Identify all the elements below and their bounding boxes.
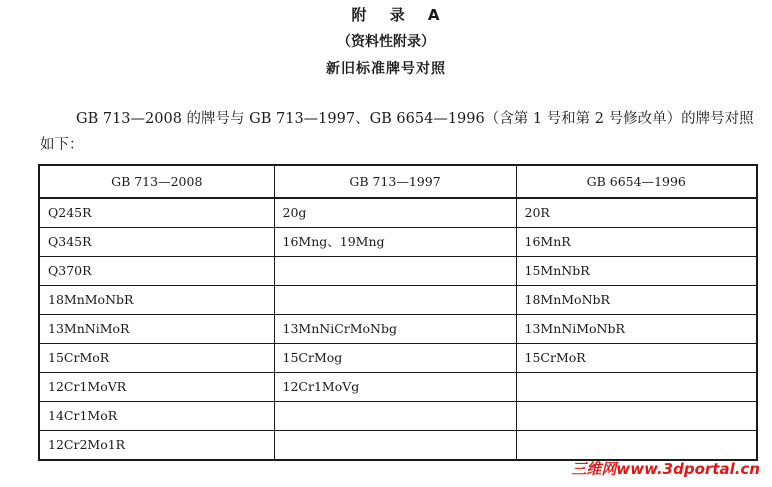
table-cell: 15CrMoR [516, 344, 757, 373]
table-cell: Q345R [39, 228, 274, 257]
table-cell: 16MnR [516, 228, 757, 257]
table-row [39, 257, 757, 286]
intro-paragraph-continuation: 如下： [40, 137, 84, 153]
appendix-caption: 新旧标准牌号对照 [326, 61, 446, 77]
table-cell [516, 431, 757, 461]
table-cell: 16Mng、19Mng [274, 228, 516, 257]
table-cell [516, 402, 757, 431]
table-cell: 20g [274, 198, 516, 228]
table-cell [274, 402, 516, 431]
column-header: GB 713—1997 [274, 165, 516, 198]
site-watermark: 三维网www.3dportal.cn [571, 460, 760, 478]
table-cell: 12Cr1MoVg [274, 373, 516, 402]
table-cell [274, 257, 516, 286]
table-row [39, 286, 757, 315]
column-header: GB 6654—1996 [516, 165, 757, 198]
table-cell: Q370R [39, 257, 274, 286]
table-row [39, 402, 757, 431]
table-row [39, 373, 757, 402]
intro-paragraph: GB 713—2008 的牌号与 GB 713—1997、GB 6654—1996（含第 1 号和第 2 号修改单）的牌号对照 [76, 111, 754, 127]
table-cell [516, 373, 757, 402]
table-cell: 13MnNiMoNbR [516, 315, 757, 344]
table-cell: 18MnMoNbR [516, 286, 757, 315]
table-cell: 15MnNbR [516, 257, 757, 286]
grade-comparison-table [38, 164, 758, 461]
table-cell: 12Cr1MoVR [39, 373, 274, 402]
table-cell [274, 286, 516, 315]
table-cell: 18MnMoNbR [39, 286, 274, 315]
table-row [39, 344, 757, 373]
table-cell: 15CrMoR [39, 344, 274, 373]
table-cell: Q245R [39, 198, 274, 228]
table-cell: 14Cr1MoR [39, 402, 274, 431]
table-cell: 12Cr2Mo1R [39, 431, 274, 461]
table-row [39, 198, 757, 228]
table-header-row [39, 165, 757, 198]
table-row [39, 315, 757, 344]
column-header: GB 713—2008 [39, 165, 274, 198]
appendix-title: 附 录 A [351, 6, 449, 24]
table-cell: 13MnNiMoR [39, 315, 274, 344]
table-cell: 13MnNiCrMoNbg [274, 315, 516, 344]
table-cell: 15CrMog [274, 344, 516, 373]
table-cell: 20R [516, 198, 757, 228]
table-cell [274, 431, 516, 461]
appendix-subtitle: （资料性附录） [337, 34, 435, 50]
table-row [39, 228, 757, 257]
table-row [39, 431, 757, 461]
